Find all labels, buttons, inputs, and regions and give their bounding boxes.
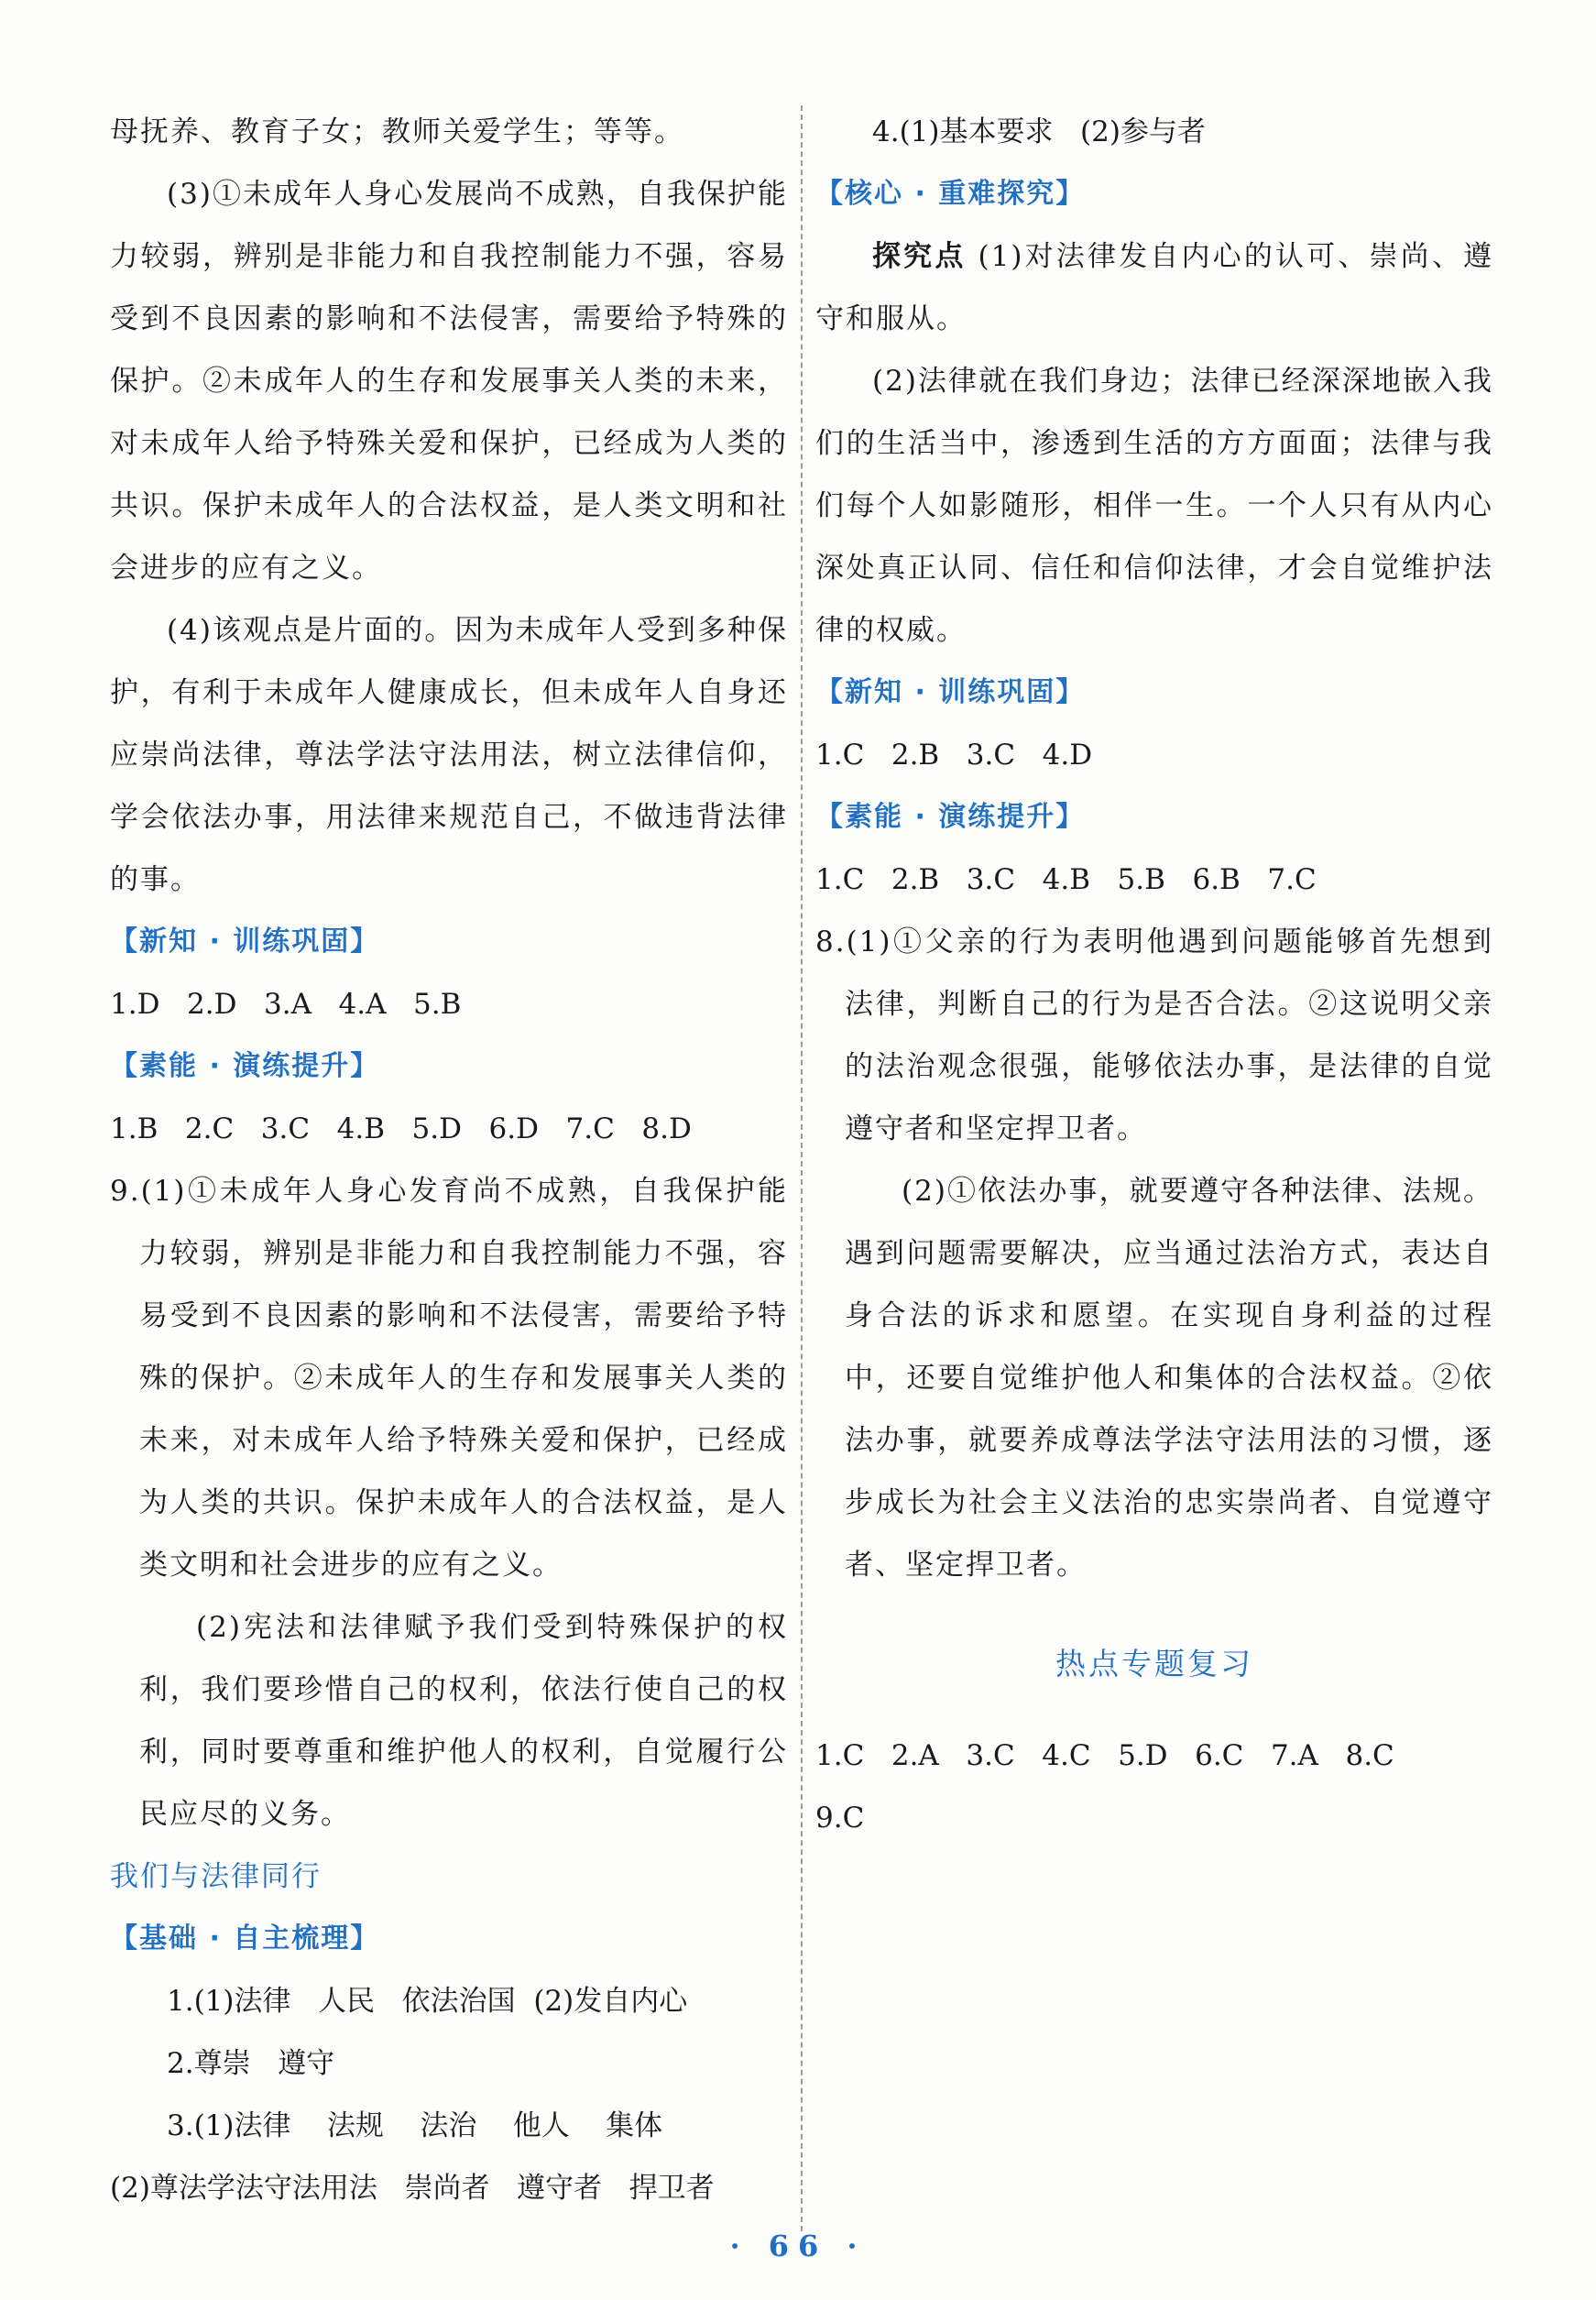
- answer-row: 1.C 2.A 3.C 4.C 5.D 6.C 7.A 8.C: [815, 1739, 1394, 1772]
- section-heading: 【基础 · 自主梳理】: [110, 1922, 380, 1955]
- topic-heading: 我们与法律同行: [110, 1860, 322, 1893]
- paragraph: (2)宪法和法律赋予我们受到特殊保护的权利，我们要珍惜自己的权利，依法行使自己的权利，同时要尊重和维护他人的权利，自觉履行公民应尽的义务。: [139, 1611, 788, 1831]
- section-heading: 【核心 · 重难探究】: [815, 178, 1086, 210]
- paragraph: (2)①依法办事，就要遵守各种法律、法规。遇到问题需要解决，应当通过法治方式，表达自身合法的诉求和愿望。在实现自身利益的过程中，还要自觉维护他人和集体的合法权益。②依法办事，就要养成尊法学法守法用法的习惯，逐步成长为社会主义法治的忠实崇尚者、自觉遵守者、坚定捍卫者。: [845, 1175, 1493, 1582]
- answer-row: 9.C: [815, 1802, 865, 1835]
- page-number: · 66 ·: [729, 2229, 867, 2263]
- paragraph: (3)①未成年人身心发展尚不成熟，自我保护能力较弱，辨别是非能力和自我控制能力不强，容易受到不良因素的影响和不法侵害，需要给予特殊的保护。②未成年人的生存和发展事关人类的未来，对未成年人给予特殊关爱和保护，已经成为人类的共识。保护未成年人的合法权益，是人类文明和社会进步的应有之义。: [110, 178, 788, 585]
- section-heading: 【素能 · 演练提升】: [815, 801, 1086, 833]
- answer-row: 4.(1)基本要求 (2)参与者: [872, 115, 1206, 148]
- paragraph: (4)该观点是片面的。因为未成年人受到多种保护，有利于未成年人健康成长，但未成年人自身还应崇尚法律，尊法学法守法用法，树立法律信仰，学会依法办事，用法律来规范自己，不做违背法律的事。: [110, 614, 788, 896]
- paragraph: (2)法律就在我们身边；法律已经深深地嵌入我们的生活当中，渗透到生活的方方面面；法律与我们每个人如影随形，相伴一生。一个人只有从内心深处真正认同、信任和信仰法律，才会自觉维护法律的权威。: [815, 365, 1493, 647]
- answer-row: 1.C 2.B 3.C 4.D: [815, 739, 1093, 772]
- answer-row: 1.C 2.B 3.C 4.B 5.B 6.B 7.C: [815, 863, 1317, 896]
- paragraph: 母抚养、教育子女；教师关爱学生；等等。: [110, 115, 684, 148]
- hot-topic-heading: 热点专题复习: [1055, 1646, 1253, 1681]
- left-column: [110, 101, 788, 2219]
- section-heading: 【新知 · 训练巩固】: [110, 925, 380, 958]
- answer-row: 1.D 2.D 3.A 4.A 5.B: [110, 988, 462, 1021]
- section-heading: 【新知 · 训练巩固】: [815, 676, 1086, 708]
- section-heading: 【素能 · 演练提升】: [110, 1050, 380, 1082]
- paragraph: [815, 225, 1493, 350]
- answer-row: 2.尊崇 遵守: [167, 2047, 335, 2080]
- paragraph: 9.(1)①未成年人身心发育尚不成熟，自我保护能力较弱，辨别是非能力和自我控制能力不强，容易受到不良因素的影响和不法侵害，需要给予特殊的保护。②未成年人的生存和发展事关人类的未来，对未成年人给予特殊关爱和保护，已经成为人类的共识。保护未成年人的合法权益，是人类文明和社会进步的应有之义。: [110, 1175, 788, 1582]
- paragraph: 8.(1)①父亲的行为表明他遇到问题能够首先想到法律，判断自己的行为是否合法。②这说明父亲的法治观念很强，能够依法办事，是法律的自觉遵守者和坚定捍卫者。: [815, 925, 1493, 1145]
- explore-label: 探究点: [872, 240, 967, 273]
- answer-row: 3.(1)法律 法规 法治 他人 集体: [167, 2109, 663, 2142]
- column-divider: [801, 105, 803, 2231]
- answer-row: 1.B 2.C 3.C 4.B 5.D 6.D 7.C 8.D: [110, 1112, 692, 1145]
- explore-text: (1)对法律发自内心的认可、崇尚、遵守和服从。: [815, 240, 1493, 335]
- right-column: [815, 101, 1493, 1849]
- answer-row: (2)尊法学法守法用法 崇尚者 遵守者 捍卫者: [110, 2172, 715, 2205]
- answer-row: 1.(1)法律 人民 依法治国 (2)发自内心: [167, 1985, 688, 2018]
